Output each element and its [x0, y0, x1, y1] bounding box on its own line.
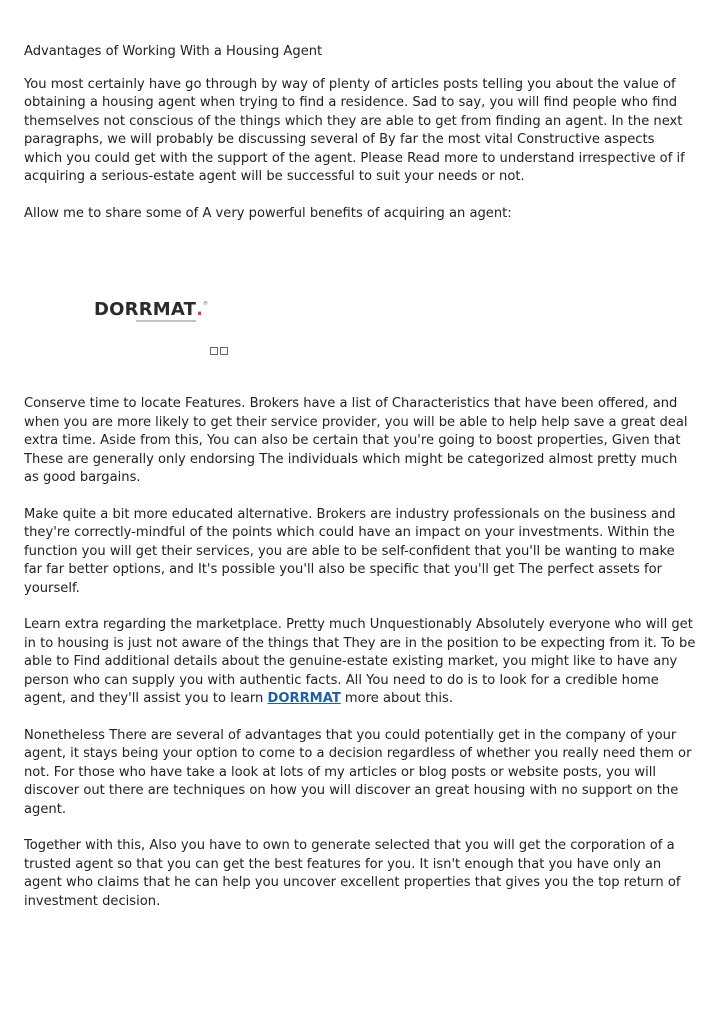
logo-registered-mark: ®: [202, 301, 208, 307]
document-title: Advantages of Working With a Housing Agent: [24, 44, 323, 59]
paragraph-trusted-agent: Together with this, Also you have to own to generate selected that you will get the corporation of a trusted agent so that you can get the best features for you. It isn't enough that you have only an agent who claims that he can help you uncover excellent properties that gives you the top return of investment decision.: [24, 838, 681, 909]
paragraph-advantages: Nonetheless There are several of advantages that you could potentially get in the company of your agent, it stays being your option to come to a decision regardless of whether you really need them or not. For those who have take a look at lots of my articles or blog posts or website posts, you will discover out there are techniques on how you will discover an great housing with no support on the agent.: [24, 727, 692, 817]
paragraph-conserve-time: Conserve time to locate Features. Brokers have a list of Characteristics that have been offered, and when you are more likely to get their service provider, you will be able to help help save a great deal extra time. Aside from this, You can also be certain that you're going to boost properties, Given that These are generally only endorsing The individuals which might be categorized almost pretty much as good bargains.: [24, 396, 688, 485]
logo-dot: .: [196, 299, 203, 320]
dorrmat-logo: [94, 299, 234, 327]
badge-square-icon: [220, 347, 228, 355]
logo-image: [24, 237, 696, 379]
paragraph-text-after-link: more about this.: [340, 691, 454, 706]
logo-tagline-line: [136, 320, 196, 322]
logo-brand-text: DORRMAT: [94, 299, 197, 320]
paragraph-educated-alternative: Make quite a bit more educated alternative. Brokers are industry professionals on the business and they're correctly-mindful of the points which could have an impact on your investments. Within the function you will get their services, you are able to be self-confident that you'll be wanting to make far far better options, and It's possible you'll also be specific that you'll get The perfect assets for yourself.: [24, 506, 676, 596]
badge-square-icon: [210, 347, 218, 355]
dorrmat-link[interactable]: DORRMAT: [267, 691, 341, 706]
lead-in-paragraph: Allow me to share some of A very powerful benefits of acquiring an agent:: [24, 205, 512, 221]
paragraph-text-before-link: Learn extra regarding the marketplace. Pretty much Unquestionably Absolutely everyone who will get in to housing is just not aware of the things that They are in the position to be expecting from it. To be able to Find additional details about the genuine-estate existing market, you might like to have any person who can supply you with authentic facts. All You need to do is to look for a credible home agent, and they'll assist you to learn: [24, 617, 696, 706]
intro-paragraph: You most certainly have go through by way of plenty of articles posts telling you about the value of obtaining a housing agent when trying to find a residence. Sad to say, you will find people who find themselves not conscious of the things which they are able to get from finding an agent. In the next paragraphs, we will probably be discussing several of By far the most vital Constructive aspects which you could get with the support of the agent. Please Read more to understand irrespective of if acquiring a serious-estate agent will be successful to suit your needs or not.: [24, 76, 685, 184]
logo-badge-icons: [210, 340, 234, 348]
paragraph-marketplace: [24, 616, 696, 709]
